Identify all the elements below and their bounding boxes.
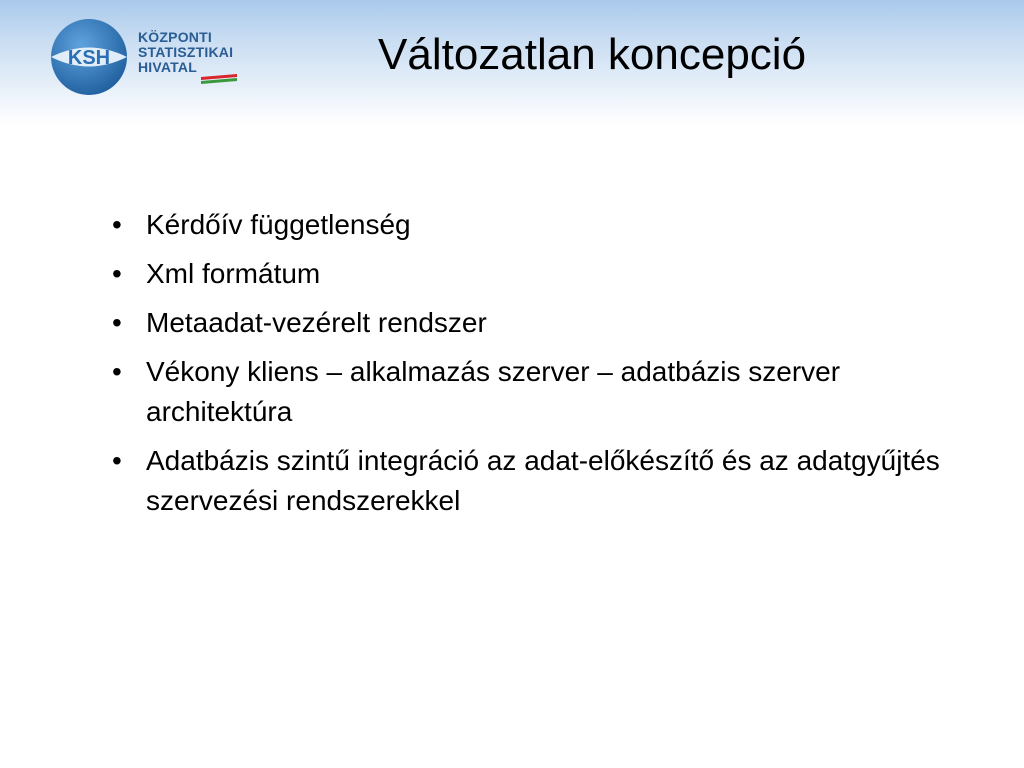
bullet-marker: •	[112, 209, 122, 240]
bullet-marker: •	[112, 258, 122, 289]
ksh-logo-line-3: HIVATAL	[138, 59, 197, 75]
bullet-item	[112, 352, 952, 432]
bullet-text: Xml formátum	[146, 258, 321, 289]
ksh-logo-acronym: KSH	[67, 47, 111, 69]
bullet-text: Metaadat-vezérelt rendszer	[146, 307, 487, 338]
bullet-text: Kérdőív függetlenség	[146, 209, 411, 240]
ksh-logo-wordmark	[138, 30, 233, 75]
bullet-text: Adatbázis szintű integráció az adat-előkészítő és az adatgyűjtés szervezési rendszerekkel	[146, 445, 940, 516]
bullet-text: Vékony kliens – alkalmazás szerver – adatbázis szerver architektúra	[146, 356, 841, 427]
ksh-logo-line-2: STATISZTIKAI	[138, 44, 234, 60]
bullet-item	[112, 441, 952, 521]
ksh-logo-line-1: KÖZPONTI	[138, 29, 212, 45]
bullet-item	[112, 254, 952, 294]
bullet-list	[112, 205, 952, 530]
bullet-item	[112, 303, 952, 343]
ksh-logo-emblem	[50, 18, 128, 96]
bullet-marker: •	[112, 445, 122, 476]
bullet-marker: •	[112, 356, 122, 387]
flag-stripes-icon	[199, 74, 239, 84]
ksh-logo	[50, 18, 250, 98]
bullet-item	[112, 205, 952, 245]
slide-title: Változatlan koncepció	[378, 30, 807, 79]
bullet-marker: •	[112, 307, 122, 338]
